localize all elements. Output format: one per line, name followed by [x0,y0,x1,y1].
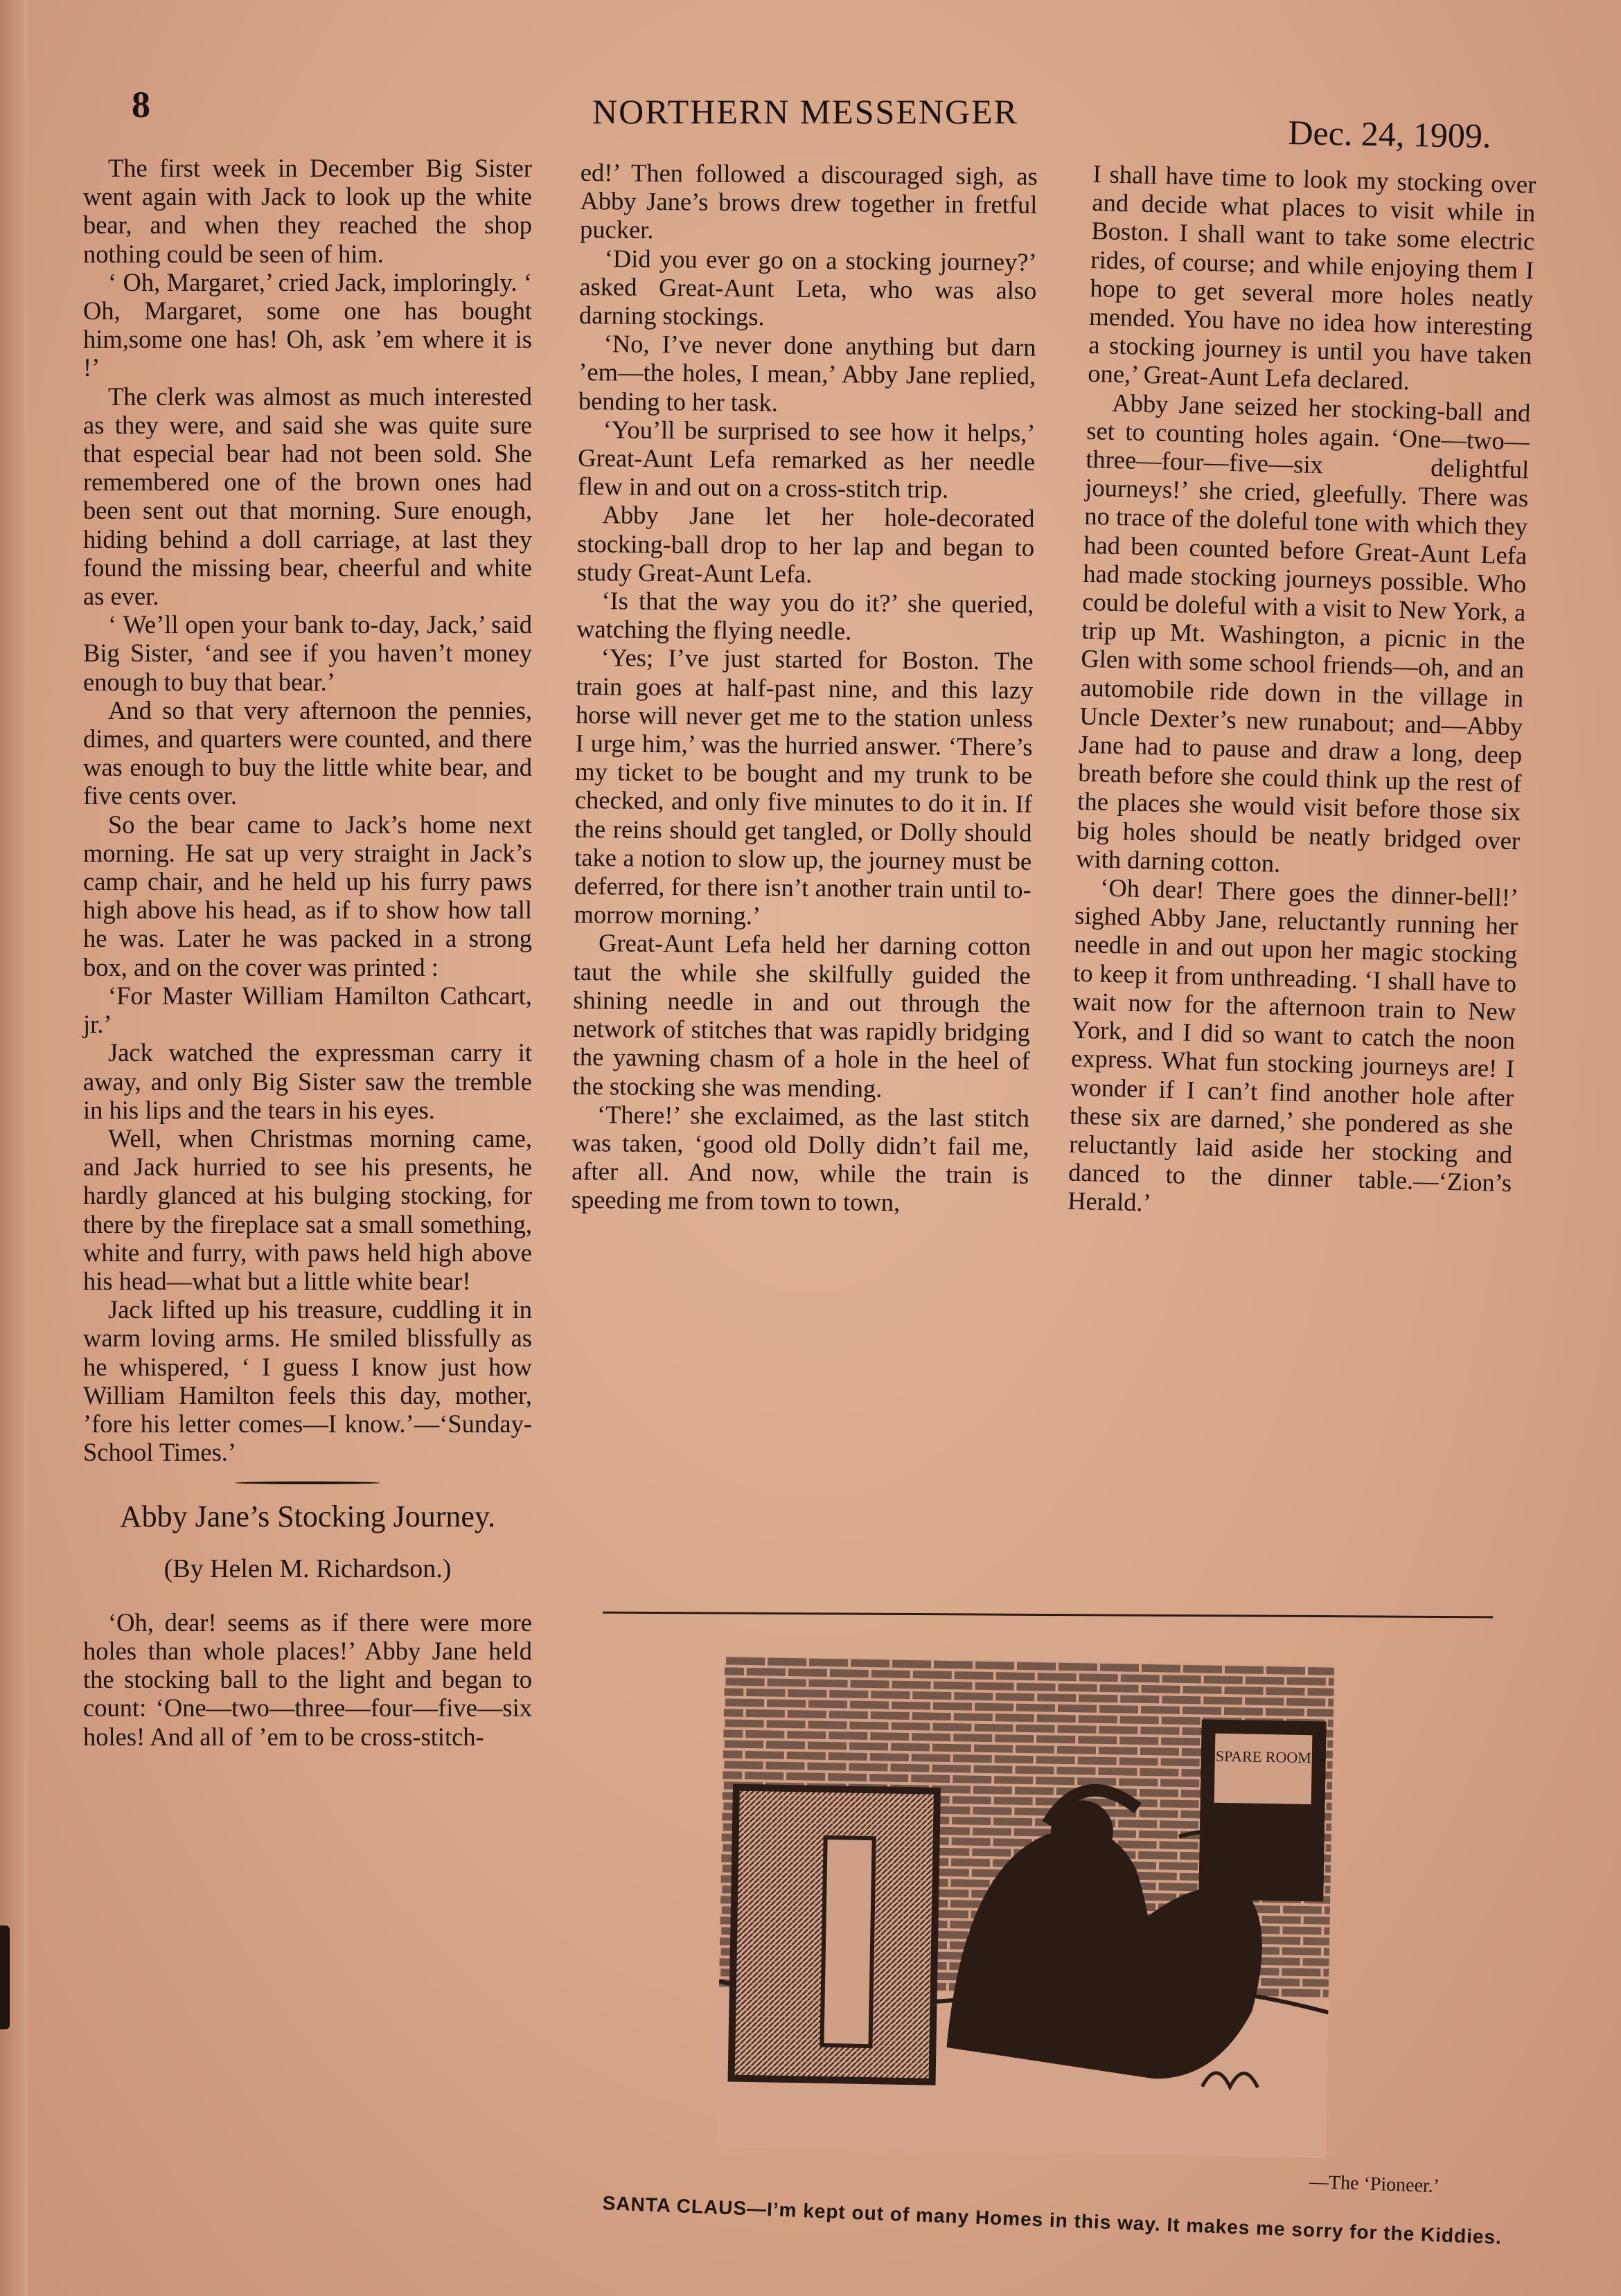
column-1 [83,154,532,1751]
paragraph: Jack lifted up his treasure, cuddling it in warm loving arms. He smiled blissfully as he whispered, ‘ I guess I know just how William Hamilton feels this day, mother, ’fore his letter comes—I know.’—‘Sunday-School Times.’ [83,1295,532,1467]
paragraph: ‘For Master William Hamilton Cathcart, jr.’ [83,981,532,1039]
paragraph: ‘Is that the way you do it?’ she queried, watching the flying needle. [576,586,1034,646]
column-3 [1068,159,1536,1226]
paragraph: ‘You’ll be surprised to see how it helps,’ Great-Aunt Lefa remarked as her needle flew in and out on a cross-stitch trip. [577,415,1036,504]
santa-cartoon-illustration [716,1655,1334,2157]
story-byline: (By Helen M. Richardson.) [163,1554,452,1583]
paragraph: The clerk was almost as much interested as they were, and said she was quite sure that especial bear had not been sold. She remembered one of the brown ones had been sent out that morning. Sure enough, hiding behind a doll carriage, at last they found the missing bear, cheerful and white as ever. [83,382,532,611]
issue-date: Dec. 24, 1909. [1288,112,1491,156]
spare-room-sign: SPARE ROOM [1215,1747,1312,1767]
horizontal-rule [603,1612,1493,1619]
paragraph: ‘Did you ever go on a stocking journey?’ asked Great-Aunt Leta, who was also darning stockings. [578,243,1037,331]
paragraph: ed!’ Then followed a discouraged sigh, as Abby Jane’s brows drew together in fretful pucker. [579,158,1038,244]
paragraph: I shall have time to look my stocking over and decide what places to visit while in Boston. I shall want to take some electric rides, of course; and while enjoying them I hope to get several more holes neatly mended. You have no idea how interesting a stocking journey is until you have taken one,’ Great-Aunt Lefa declared. [1087,159,1536,395]
paragraph: The first week in December Big Sister went again with Jack to look up the white bear, and when they reached the shop nothing could be seen of him. [83,154,532,268]
illustration-credit: —The ‘Pioneer.’ [1309,2171,1440,2198]
paragraph: ‘Yes; I’ve just started for Boston. The train goes at half-past nine, and this lazy horse will never get me to the station unless I urge him,’ was the hurried answer. ‘There’s my ticket to be bought and my trunk to be checked, and only five minutes to do it in. If the reins should get tangled, or Dolly should take a notion to slow up, the journey must be deferred, for there isn’t another train until to-morrow morning.’ [574,643,1034,930]
paragraph: Great-Aunt Lefa held her darning cotton taut the while she skilfully guided the shining needle in and out through the network of stitches that was rapidly bridging the yawning chasm of a hole in the heel of the stocking she was mending. [572,928,1031,1103]
paragraph: ‘No, I’ve never done anything but darn ’em—the holes, I mean,’ Abby Jane replied, bending to her task. [578,329,1036,417]
binding-mark [0,1925,10,2029]
paragraph: ‘Oh dear! There goes the dinner-bell!’ sighed Abby Jane, reluctantly running her needle in and out upon her magic stocking to keep it from unthreading. ‘I shall have to wait now for the afternoon train to New York, and I did so want to catch the noon express. What fun stocking journeys are! I wonder if I can’t find another hole after these six are darned,’ she pondered as she reluctantly laid aside her stocking and danced to the dinner table.—‘Zion’s Herald.’ [1067,873,1519,1217]
paragraph: Abby Jane let her hole-decorated stocking-ball drop to her lap and began to study Great-Aunt Lefa. [576,500,1035,588]
paragraph: ‘Oh, dear! seems as if there were more holes than whole places!’ Abby Jane held the stocking ball to the light and began to count: ‘One—two—three—four—five—six holes! And all of ’em to be cross-stitch- [83,1608,532,1751]
page-number: 8 [132,84,150,125]
story-title: Abby Jane’s Stocking Journey. [119,1499,496,1534]
paragraph: Well, when Christmas morning came, and Jack hurried to see his presents, he hardly glanced at his bulging stocking, for there by the fireplace sat a small something, white and furry, with paws held high above his head—what but a little white bear! [83,1123,532,1295]
paragraph: Abby Jane seized her stocking-ball and set to counting holes again. ‘One—two—three—four—five—six delightful journeys!’ she cried, gleefully. There was no trace of the doleful tone with which they had been counted before Great-Aunt Lefa had made stocking journeys possible. Who could be doleful with a visit to New York, a trip up Mt. Washington, a picnic in the Glen with some school friends—oh, and an automobile ride down in the village in Uncle Dexter’s new runabout; and—Abby Jane had to pause and draw a long, deep breath before she could think up the rest of the places she would visit before those six big holes should be neatly bridged over with darning cotton. [1075,388,1531,878]
column-2 [572,158,1038,1218]
section-divider [83,1470,532,1495]
paragraph: Jack watched the expressman carry it away, and only Big Sister saw the tremble in his lips and the tears in his eyes. [83,1038,532,1124]
paragraph: ‘ We’ll open your bank to-day, Jack,’ said Big Sister, ‘and see if you haven’t money enough to buy that bear.’ [83,610,532,696]
paragraph: So the bear came to Jack’s home next morning. He sat up very straight in Jack’s camp chair, and he held up his furry paws high above his head, as if to show how tall he was. Later he was packed in a strong box, and on the cover was printed : [83,810,532,981]
publication-title: NORTHERN MESSENGER [592,92,1018,131]
paragraph: ‘There!’ she exclaimed, as the last stitch was taken, ‘good old Dolly didn’t fail me, after all. And now, while the train is speeding me from town to town, [571,1099,1030,1217]
paragraph: ‘ Oh, Margaret,’ cried Jack, imploringly. ‘ Oh, Margaret, some one has bought him,some one has! Oh, ask ’em where it is !’ [83,267,532,382]
illustration-caption: SANTA CLAUS—I’m kept out of many Homes in this way. It makes me sorry for the Kiddies. [602,2192,1503,2248]
paragraph: And so that very afternoon the pennies, dimes, and quarters were counted, and there was enough to buy the little white bear, and five cents over. [83,695,532,810]
